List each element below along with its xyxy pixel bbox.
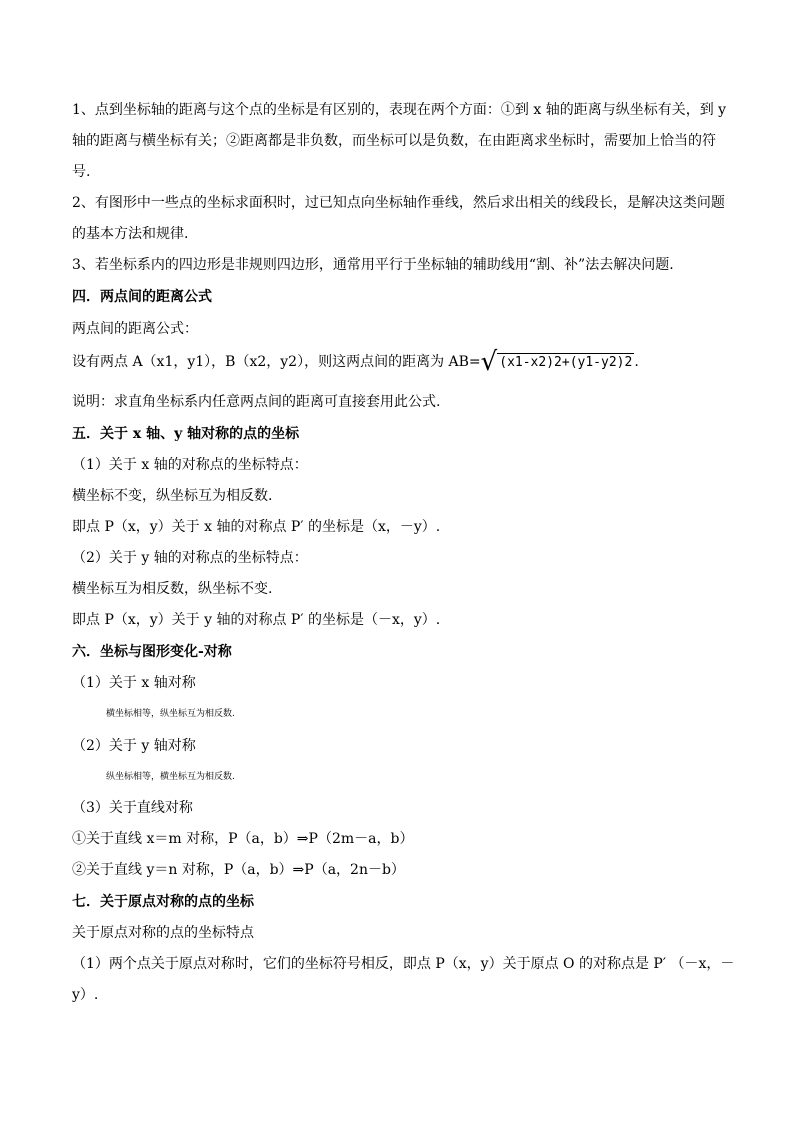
- section-7-p1: 关于原点对称的点的坐标特点: [72, 925, 254, 941]
- rule-1-line-3: 号.: [72, 164, 91, 180]
- section-5-p3: 即点 P（x，y）关于 x 轴的对称点 P′ 的坐标是（x，－y）.: [72, 519, 441, 535]
- section-5-p4: （2）关于 y 轴的对称点的坐标特点：: [72, 550, 308, 566]
- section-5-title: 五．关于 x 轴、y 轴对称的点的坐标: [72, 426, 300, 442]
- section-6-p6: ①关于直线 x＝m 对称，P（a，b）⇒P（2m－a，b）: [72, 831, 414, 847]
- formula-suffix: .: [634, 354, 639, 370]
- distance-formula: [72, 347, 732, 377]
- section-6-p5: （3）关于直线对称: [72, 800, 193, 816]
- section-5-p5: 横坐标互为相反数，纵坐标不变.: [72, 581, 273, 597]
- section-4-note: 说明：求直角坐标系内任意两点间的距离可直接套用此公式.: [72, 394, 441, 410]
- section-7-p3: y）.: [72, 987, 99, 1003]
- section-5-p1: （1）关于 x 轴的对称点的坐标特点：: [72, 457, 308, 473]
- section-6-title: 六．坐标与图形变化-对称: [72, 644, 232, 660]
- section-6-p7: ②关于直线 y＝n 对称，P（a，b）⇒P（a，2n－b）: [72, 862, 405, 878]
- sqrt-icon: √: [480, 347, 498, 377]
- section-4-intro: 两点间的距离公式：: [72, 321, 198, 337]
- section-7-p2: （1）两个点关于原点对称时，它们的坐标符号相反，即点 P（x，y）关于原点 O 的对称点是 P′ （－x，－: [72, 956, 735, 972]
- rule-2-line-2: 的基本方法和规律.: [72, 226, 189, 242]
- section-6-p2: 横坐标相等，纵坐标互为相反数.: [106, 709, 235, 719]
- rule-3: 3、若坐标系内的四边形是非规则四边形，通常用平行于坐标轴的辅助线用“割、补”法去解决问题.: [72, 257, 674, 273]
- formula-radicand: (x1-x2)2+(y1-y2)2: [499, 354, 633, 370]
- section-6-p3: （2）关于 y 轴对称: [72, 738, 196, 754]
- section-6-p4: 纵坐标相等，横坐标互为相反数.: [106, 772, 235, 782]
- section-5-p6: 即点 P（x，y）关于 y 轴的对称点 P′ 的坐标是（－x，y）.: [72, 612, 441, 628]
- rule-1-line-2: 轴的距离与横坐标有关；②距离都是非负数，而坐标可以是负数，在由距离求坐标时，需要加上恰当的符: [72, 133, 716, 149]
- rule-1-line-1: 1、点到坐标轴的距离与这个点的坐标是有区别的，表现在两个方面：①到 x 轴的距离与纵坐标有关，到 y: [72, 102, 727, 118]
- section-4-title: 四．两点间的距离公式: [72, 289, 212, 305]
- section-5-p2: 横坐标不变，纵坐标互为相反数.: [72, 488, 273, 504]
- rule-2-line-1: 2、有图形中一些点的坐标求面积时，过已知点向坐标轴作垂线，然后求出相关的线段长，是解决这类问题: [72, 195, 725, 211]
- section-7-title: 七．关于原点对称的点的坐标: [72, 894, 254, 910]
- formula-prefix: 设有两点 A（x1，y1），B（x2，y2），则这两点间的距离为 AB=: [72, 354, 481, 370]
- section-6-p1: （1）关于 x 轴对称: [72, 675, 196, 691]
